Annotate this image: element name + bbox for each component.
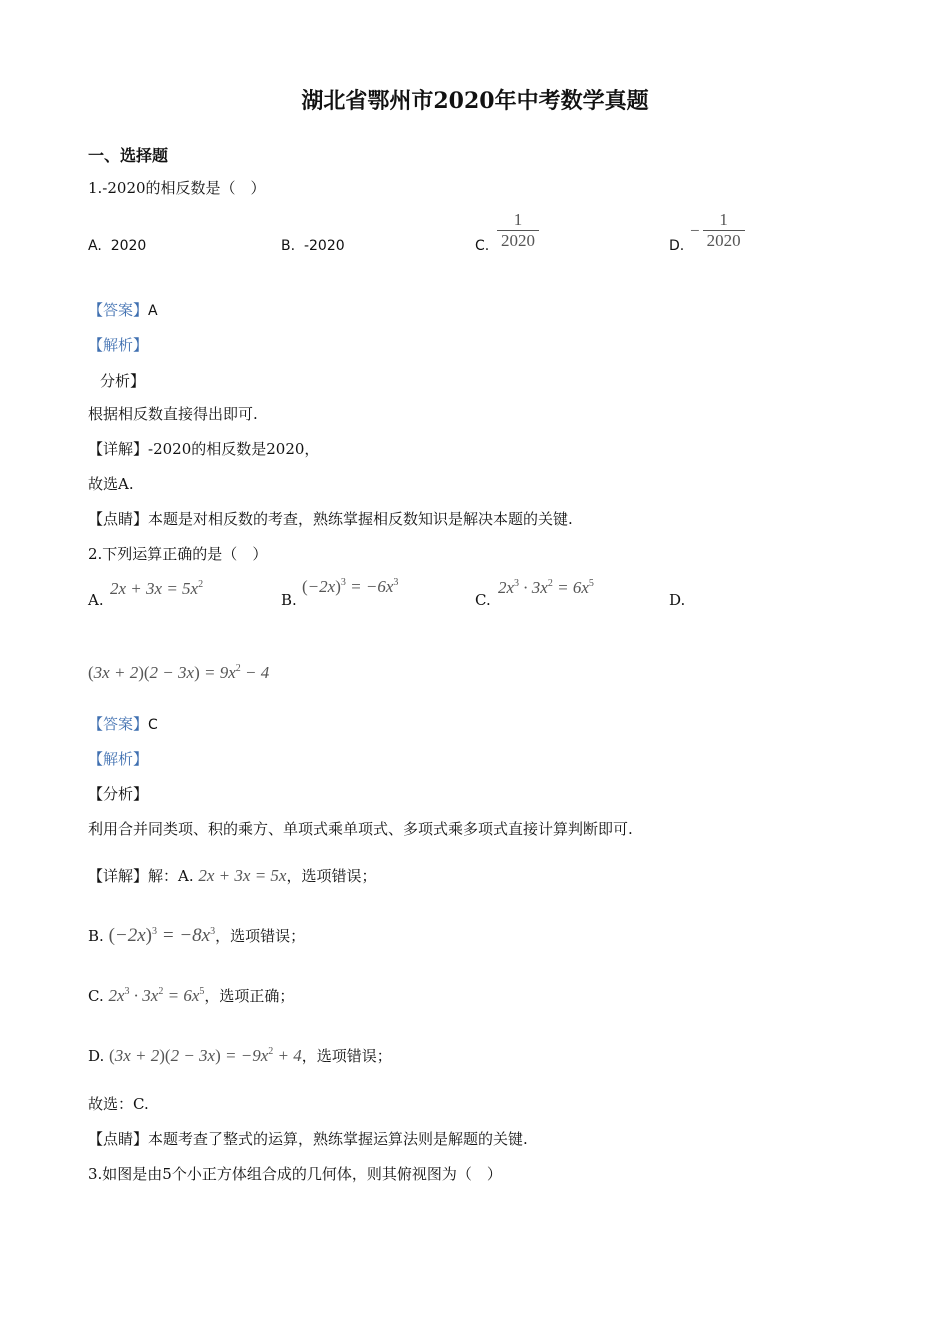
q2-fenxi-heading: 【分析】 <box>88 785 149 803</box>
q2-option-a-expression: $2x + 3x = 5x^2$ <box>110 579 204 598</box>
q1-option-b-label: B. <box>281 238 296 254</box>
q2-option-c-expression: $2x^3 \cdot 3x^2 = 6x^5$ <box>498 578 594 597</box>
q1-option-b-value: -2020 <box>303 238 345 254</box>
q1-option-d-sign: − <box>690 220 700 240</box>
q2-option-d-label: D. <box>669 591 686 609</box>
q1-choose: 故选A. <box>88 475 134 493</box>
q1-option-d-label: D. <box>669 238 685 254</box>
q1-answer <box>88 299 158 320</box>
q2-option-c-label: C. <box>475 591 491 609</box>
q1-option-b <box>281 238 345 254</box>
q2-detail-b-label: B. <box>88 927 104 945</box>
q1-detail: 【详解】-2020的相反数是2020， <box>88 440 320 458</box>
q2-answer <box>88 713 158 734</box>
q2-detail-d <box>88 1045 392 1066</box>
q2-detail-a <box>88 865 377 886</box>
q2-answer-tag: 【答案】 <box>88 715 149 733</box>
section-heading: 一、选择题 <box>88 146 169 165</box>
q2-detail-a-expression: 2x + 3x = 5x <box>198 866 287 885</box>
q1-option-d-numerator: 1 <box>719 210 728 229</box>
q2-detail-b <box>88 925 305 947</box>
q1-analysis-tag: 【解析】 <box>88 336 149 354</box>
q1-option-d-fraction <box>690 210 745 251</box>
q1-comment: 【点睛】本题是对相反数的考查，熟练掌握相反数知识是解决本题的关键. <box>88 510 573 528</box>
q2-analysis-tag: 【解析】 <box>88 750 149 768</box>
q2-detail-b-expression: $(-2x)^3 = -8x^3$ <box>108 925 216 946</box>
q1-option-c-label: C. <box>475 238 490 254</box>
q2-detail-prefix: 【详解】解：A. <box>88 867 194 885</box>
q2-option-a-label: A. <box>88 591 104 609</box>
q2-detail-d-expression: $(3x + 2)(2 - 3x) = -9x^2 + 4$ <box>109 1046 302 1065</box>
q2-choose: 故选：C. <box>88 1095 149 1113</box>
q2-detail-c-expression: $2x^3 \cdot 3x^2 = 6x^5$ <box>108 986 205 1005</box>
q1-option-c-denominator: 2020 <box>501 231 535 250</box>
q2-detail-c-suffix: ，选项正确； <box>204 987 295 1005</box>
q2-detail-d-label: D. <box>88 1047 105 1065</box>
q2-detail-d-suffix: ，选项错误； <box>301 1047 392 1065</box>
q2-detail-a-suffix: ，选项错误； <box>286 867 377 885</box>
q1-option-d-denominator: 2020 <box>706 231 741 250</box>
q1-option-a-value: 2020 <box>110 238 147 254</box>
q2-comment: 【点睛】本题考查了整式的运算，熟练掌握运算法则是解题的关键. <box>88 1130 528 1148</box>
q2-answer-value: C <box>148 717 158 733</box>
page-title: 湖北省鄂州市2020年中考数学真题 <box>301 88 649 114</box>
q1-stem: 1.-2020的相反数是（ ） <box>88 179 266 197</box>
q2-option-d-expression: $(3x + 2)(2 - 3x) = 9x^2 - 4$ <box>88 663 270 682</box>
q1-option-c-fraction <box>497 210 539 251</box>
q2-detail-b-suffix: ，选项错误； <box>215 927 306 945</box>
q1-option-a-label: A. <box>88 238 102 254</box>
q1-answer-value: A <box>148 303 158 319</box>
q3-stem: 3.如图是由5个小正方体组合成的几何体，则其俯视图为（ ） <box>88 1165 502 1183</box>
q2-option-b-label: B. <box>281 591 297 609</box>
q1-option-c-numerator: 1 <box>513 210 523 229</box>
q1-fenxi-heading: 分析】 <box>100 372 146 390</box>
q2-detail-c <box>88 985 294 1006</box>
q2-detail-c-label: C. <box>88 987 104 1005</box>
q1-option-a <box>88 238 146 254</box>
q2-stem: 2.下列运算正确的是（ ） <box>88 545 268 563</box>
q1-fenxi-text: 根据相反数直接得出即可. <box>88 405 258 423</box>
q2-fenxi-text: 利用合并同类项、积的乘方、单项式乘单项式、多项式乘多项式直接计算判断即可. <box>88 820 633 838</box>
q1-answer-tag: 【答案】 <box>88 301 149 319</box>
q2-option-b-expression: $(-2x)^3 = -6x^3$ <box>302 577 399 596</box>
